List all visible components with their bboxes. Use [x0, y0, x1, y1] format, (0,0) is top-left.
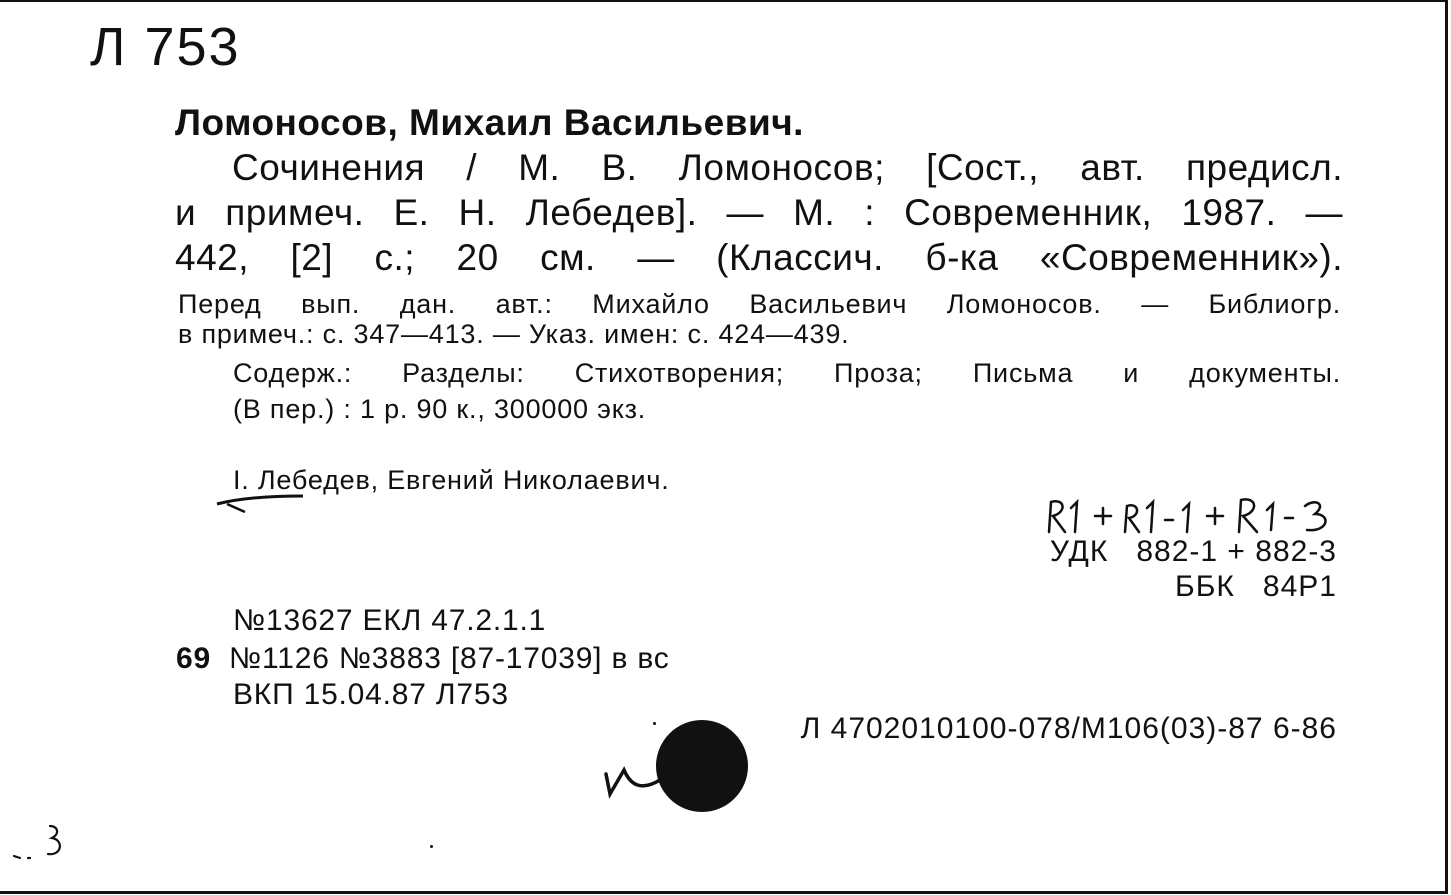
handwritten-classification-note [1043, 492, 1393, 540]
bbk-value: 84Р1 [1262, 570, 1337, 603]
shelfmark: Л 753 [90, 17, 241, 77]
udk-line [1050, 535, 1337, 569]
ink-speck [430, 845, 433, 848]
notes-line-2: в примеч.: с. 347—413. — Указ. имен: с. 424—439. [178, 319, 850, 349]
bbk-label: ББК [1175, 570, 1235, 603]
title-line-2: и примеч. Е. Н. Лебедев]. — М. : Современник, 1987. — [175, 192, 1343, 233]
udk-value: 882-1 + 882-3 [1136, 535, 1337, 568]
notes-line-1: Перед вып. дан. авт.: Михайло Васильевич Ломоносов. — Библиогр. [178, 289, 1341, 319]
accession-line-2 [176, 642, 670, 676]
accession-line-1: №13627 ЕКЛ 47.2.1.1 [233, 604, 547, 637]
title-line-3: 442, [2] с.; 20 см. — (Классич. б-ка «Современник»). [175, 237, 1343, 278]
udk-label: УДК [1049, 535, 1109, 568]
ink-speck [653, 722, 656, 725]
pen-underline-mark [215, 482, 305, 522]
author-heading: Ломоносов, Михаил Васильевич. [175, 102, 804, 143]
publisher-code: Л 4702010100-078/М106(03)-87 6-86 [800, 712, 1337, 745]
accession-line-2-text: №1126 №3883 [87-17039] в вс [228, 642, 670, 675]
ink-blot-mark [600, 714, 750, 819]
title-line-1: Сочинения / М. В. Ломоносов; [Сост., авт. предисл. [232, 147, 1343, 188]
price-line: (В пер.) : 1 р. 90 к., 300000 экз. [233, 394, 647, 424]
contents-line-1: Содерж.: Разделы: Стихотворения; Проза; Письма и документы. [233, 358, 1341, 388]
accession-number: 69 [176, 642, 211, 675]
bbk-line [1175, 570, 1337, 604]
added-entry: I. Лебедев, Евгений Николаевич. [233, 465, 670, 495]
accession-line-3: ВКП 15.04.87 Л753 [233, 678, 509, 711]
handwritten-corner-mark [12, 820, 72, 870]
